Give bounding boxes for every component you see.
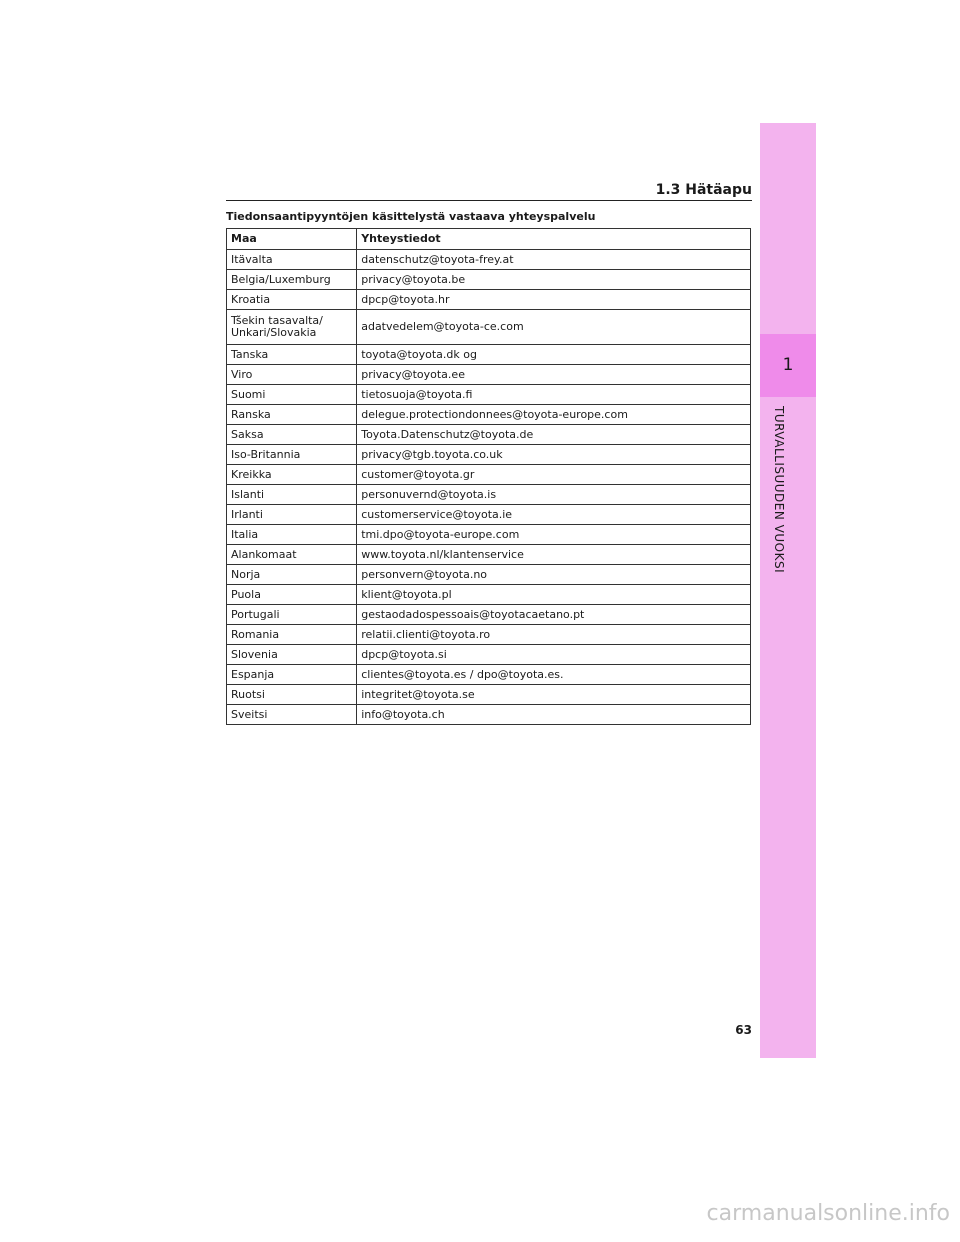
contact-cell: relatii.clienti@toyota.ro	[357, 625, 751, 645]
table-row	[227, 705, 751, 725]
country-cell: Islanti	[227, 485, 357, 505]
contact-cell: info@toyota.ch	[357, 705, 751, 725]
table-header-row	[227, 229, 751, 250]
table-row	[227, 425, 751, 445]
country-cell: Tanska	[227, 345, 357, 365]
country-cell: Viro	[227, 365, 357, 385]
table-row	[227, 465, 751, 485]
contact-cell: customer@toyota.gr	[357, 465, 751, 485]
table-row	[227, 310, 751, 345]
table-row	[227, 345, 751, 365]
country-cell: Romania	[227, 625, 357, 645]
country-cell: Espanja	[227, 665, 357, 685]
contact-cell: personvern@toyota.no	[357, 565, 751, 585]
contact-cell: dpcp@toyota.si	[357, 645, 751, 665]
table-caption: Tiedonsaantipyyntöjen käsittelystä vastaava yhteyspalvelu	[226, 210, 596, 223]
country-cell: Portugali	[227, 605, 357, 625]
contact-cell: www.toyota.nl/klantenservice	[357, 545, 751, 565]
table-row	[227, 625, 751, 645]
contact-cell: delegue.protectiondonnees@toyota-europe.com	[357, 405, 751, 425]
column-header-country: Maa	[227, 229, 357, 250]
contact-cell: tietosuoja@toyota.fi	[357, 385, 751, 405]
contact-cell: clientes@toyota.es / dpo@toyota.es.	[357, 665, 751, 685]
table-row	[227, 565, 751, 585]
contact-cell: adatvedelem@toyota-ce.com	[357, 310, 751, 345]
section-title: 1.3 Hätäapu	[655, 182, 752, 198]
column-header-contact: Yhteystiedot	[357, 229, 751, 250]
page-number: 63	[735, 1023, 752, 1037]
contact-cell: customerservice@toyota.ie	[357, 505, 751, 525]
table-row	[227, 385, 751, 405]
country-cell: Tšekin tasavalta/ Unkari/Slovakia	[227, 310, 357, 345]
contact-cell: datenschutz@toyota-frey.at	[357, 250, 751, 270]
table-row	[227, 445, 751, 465]
country-cell: Sveitsi	[227, 705, 357, 725]
country-cell: Iso-Britannia	[227, 445, 357, 465]
country-cell: Alankomaat	[227, 545, 357, 565]
contact-cell: toyota@toyota.dk og	[357, 345, 751, 365]
chapter-number: 1	[782, 355, 794, 375]
table-row	[227, 685, 751, 705]
contact-cell: integritet@toyota.se	[357, 685, 751, 705]
country-cell: Itävalta	[227, 250, 357, 270]
country-cell: Puola	[227, 585, 357, 605]
table-row	[227, 505, 751, 525]
table-row	[227, 545, 751, 565]
contact-cell: gestaodadospessoais@toyotacaetano.pt	[357, 605, 751, 625]
country-cell: Irlanti	[227, 505, 357, 525]
table-row	[227, 485, 751, 505]
contact-cell: privacy@tgb.toyota.co.uk	[357, 445, 751, 465]
contact-cell: personuvernd@toyota.is	[357, 485, 751, 505]
country-cell: Kreikka	[227, 465, 357, 485]
contact-table	[226, 228, 751, 725]
country-cell: Kroatia	[227, 290, 357, 310]
contact-cell: tmi.dpo@toyota-europe.com	[357, 525, 751, 545]
table-row	[227, 525, 751, 545]
contact-cell: klient@toyota.pl	[357, 585, 751, 605]
country-cell: Saksa	[227, 425, 357, 445]
chapter-sidebar	[760, 123, 816, 1058]
contact-cell: Toyota.Datenschutz@toyota.de	[357, 425, 751, 445]
header-divider	[226, 200, 752, 201]
table-row	[227, 605, 751, 625]
table-row	[227, 645, 751, 665]
country-cell: Italia	[227, 525, 357, 545]
table-row	[227, 405, 751, 425]
country-cell: Slovenia	[227, 645, 357, 665]
table-row	[227, 665, 751, 685]
country-cell: Suomi	[227, 385, 357, 405]
country-cell: Norja	[227, 565, 357, 585]
table-row	[227, 585, 751, 605]
contact-cell: dpcp@toyota.hr	[357, 290, 751, 310]
table-row	[227, 270, 751, 290]
country-cell: Ruotsi	[227, 685, 357, 705]
watermark: carmanualsonline.info	[706, 1201, 950, 1226]
table-row	[227, 250, 751, 270]
table-row	[227, 290, 751, 310]
contact-cell: privacy@toyota.ee	[357, 365, 751, 385]
chapter-title: TURVALLISUUDEN VUOKSI	[772, 406, 786, 574]
table-row	[227, 365, 751, 385]
contact-cell: privacy@toyota.be	[357, 270, 751, 290]
country-cell: Belgia/Luxemburg	[227, 270, 357, 290]
country-cell: Ranska	[227, 405, 357, 425]
